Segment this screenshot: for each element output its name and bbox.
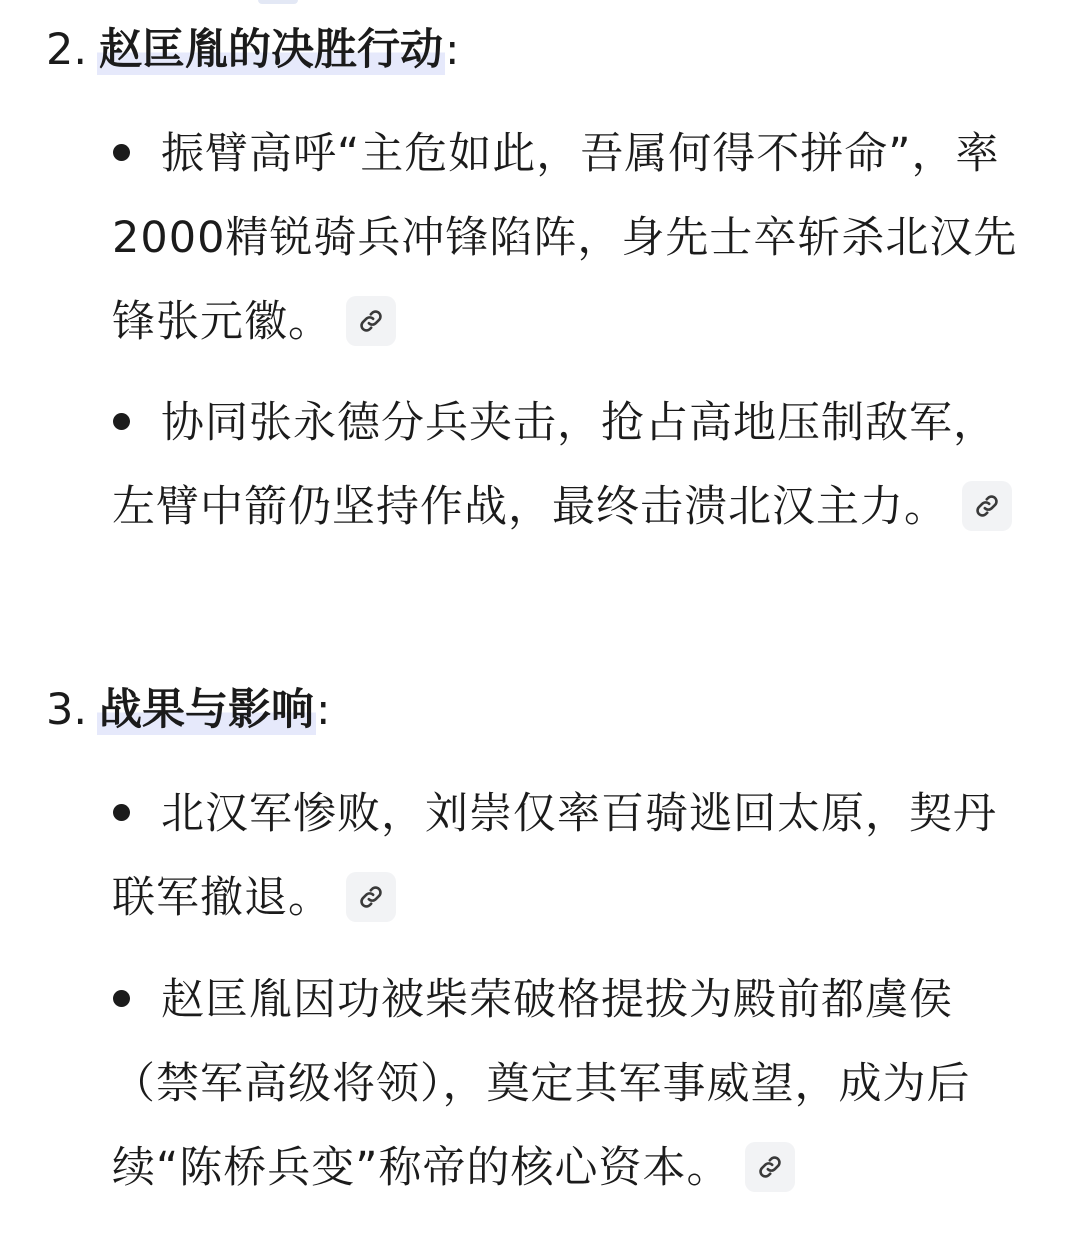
section-title: 战果与影响 xyxy=(99,685,315,735)
link-icon xyxy=(974,493,1000,519)
reference-link-button[interactable] xyxy=(346,296,396,346)
section-heading-2 xyxy=(46,20,460,80)
reference-link-button[interactable] xyxy=(745,1142,795,1192)
list-item xyxy=(112,112,1032,364)
list-item xyxy=(112,381,1032,549)
section-title: 赵匡胤的决胜行动 xyxy=(99,25,444,75)
section-number: 2. xyxy=(46,25,88,75)
section-colon: : xyxy=(316,685,331,735)
link-icon xyxy=(358,308,384,334)
bullet-dot xyxy=(113,804,130,821)
bullet-dot xyxy=(113,413,130,430)
list-item-text: 协同张永德分兵夹击，抢占高地压制敌军，左臂中箭仍坚持作战，最终击溃北汉主力。 xyxy=(112,398,997,532)
link-icon xyxy=(358,884,384,910)
list-item-text: 振臂高呼“主危如此，吾属何得不拼命”，率2000精锐骑兵冲锋陷阵，身先士卒斩杀北汉先锋张元徽。 xyxy=(112,129,1018,347)
section-colon: : xyxy=(445,25,460,75)
section-heading-3 xyxy=(46,680,331,740)
previous-content-edge xyxy=(258,0,298,4)
list-item-text: 北汉军惨败，刘崇仅率百骑逃回太原，契丹联军撤退。 xyxy=(112,789,997,923)
link-icon xyxy=(757,1154,783,1180)
reference-link-button[interactable] xyxy=(962,481,1012,531)
bullet-dot xyxy=(113,144,130,161)
list-item xyxy=(112,958,1032,1210)
list-item xyxy=(112,772,1032,940)
reference-link-button[interactable] xyxy=(346,872,396,922)
section-number: 3. xyxy=(46,685,88,735)
bullet-dot xyxy=(113,990,130,1007)
list-item-text: 赵匡胤因功被柴荣破格提拔为殿前都虞侯（禁军高级将领），奠定其军事威望，成为后续“陈桥兵变”称帝的核心资本。 xyxy=(112,975,971,1193)
